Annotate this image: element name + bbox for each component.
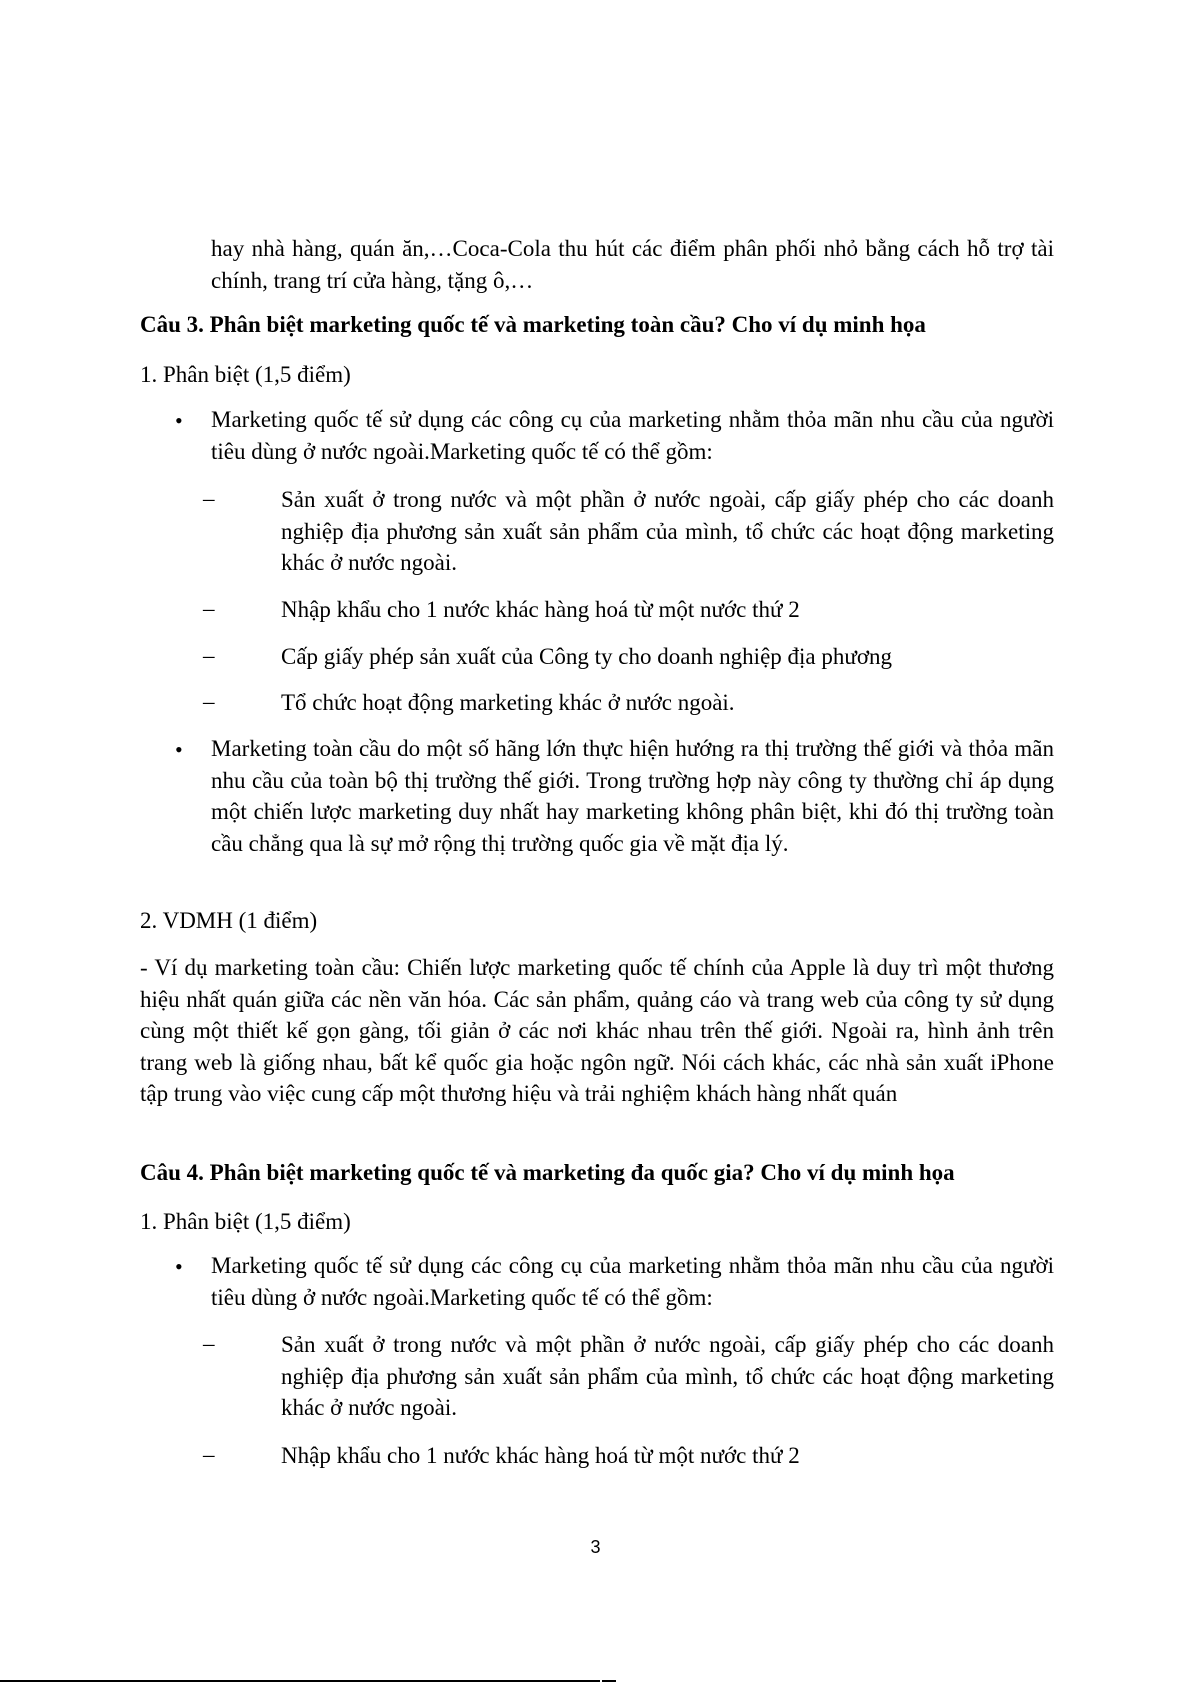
q3-bullet2-text: Marketing toàn cầu do một số hãng lớn thực hiện hướng ra thị trường thế giới và thỏa mãn nhu cầu của toàn bộ thị trường thế giới. Trong trường hợp này công ty thường chỉ áp dụng một chiến lược marketing duy nhất hay marketing không phân biệt, khi đó thị trường toàn cầu chẳng qua là sự mở rộng thị trường quốc gia về mặt địa lý. — [211, 736, 1054, 856]
q3-example-text: - Ví dụ marketing toàn cầu: Chiến lược marketing quốc tế chính của Apple là duy trì một thương hiệu nhất quán giữa các nền văn hóa. Các sản phẩm, quảng cáo và trang web của công ty sử dụng cùng một thiết kế gọn gàng, tối giản ở các nơi khác nhau trên thế giới. Ngoài ra, hình ảnh trên trang web là giống nhau, bất kể quốc gia hoặc ngôn ngữ. Nói cách khác, các nhà sản xuất iPhone tập trung vào việc cung cấp một thương hiệu và trải nghiệm khách hàng nhất quán — [140, 955, 1054, 1106]
q3-dash4-text: Tổ chức hoạt động marketing khác ở nước ngoài. — [281, 690, 735, 715]
q4-part1-title: 1. Phân biệt (1,5 điểm) — [140, 1209, 351, 1234]
bottom-divider-tick — [602, 1680, 616, 1682]
q3-part2-title: 2. VDMH (1 điểm) — [140, 908, 318, 933]
q3-part1-title: 1. Phân biệt (1,5 điểm) — [140, 362, 351, 387]
q4-dash2-mark: – — [203, 1442, 215, 1467]
q3-dash3-text: Cấp giấy phép sản xuất của Công ty cho doanh nghiệp địa phương — [281, 644, 893, 669]
q3-dash1-mark: – — [203, 486, 215, 511]
q4-bullet1-mark: • — [175, 1254, 183, 1279]
q4-bullet1-text: Marketing quốc tế sử dụng các công cụ của marketing nhằm thỏa mãn nhu cầu của người tiêu dùng ở nước ngoài.Marketing quốc tế có thể gồm: — [211, 1253, 1054, 1310]
q3-dash2-text: Nhập khẩu cho 1 nước khác hàng hoá từ một nước thứ 2 — [281, 597, 800, 622]
q3-bullet1-mark: • — [175, 408, 183, 433]
intro-paragraph: hay nhà hàng, quán ăn,…Coca-Cola thu hút các điểm phân phối nhỏ bằng cách hỗ trợ tài chính, trang trí cửa hàng, tặng ô,… — [211, 236, 1054, 293]
q4-heading: Câu 4. Phân biệt marketing quốc tế và marketing đa quốc gia? Cho ví dụ minh họa — [140, 1160, 955, 1185]
q3-dash4-mark: – — [203, 689, 215, 714]
q4-dash1-mark: – — [203, 1331, 215, 1356]
q3-dash2-mark: – — [203, 596, 215, 621]
bottom-divider — [0, 1680, 600, 1682]
q3-dash3-mark: – — [203, 643, 215, 668]
q4-dash2-text: Nhập khẩu cho 1 nước khác hàng hoá từ một nước thứ 2 — [281, 1443, 800, 1468]
q3-bullet2-mark: • — [175, 737, 183, 762]
q4-dash1-text: Sản xuất ở trong nước và một phần ở nước ngoài, cấp giấy phép cho các doanh nghiệp địa phương sản xuất sản phẩm của mình, tổ chức các hoạt động marketing khác ở nước ngoài. — [281, 1332, 1054, 1420]
q3-dash1-text: Sản xuất ở trong nước và một phần ở nước ngoài, cấp giấy phép cho các doanh nghiệp địa phương sản xuất sản phẩm của mình, tổ chức các hoạt động marketing khác ở nước ngoài. — [281, 487, 1054, 575]
q3-heading: Câu 3. Phân biệt marketing quốc tế và marketing toàn cầu? Cho ví dụ minh họa — [140, 312, 926, 337]
q3-bullet1-text: Marketing quốc tế sử dụng các công cụ của marketing nhằm thỏa mãn nhu cầu của người tiêu dùng ở nước ngoài.Marketing quốc tế có thể gồm: — [211, 407, 1054, 464]
page-number: 3 — [590, 1537, 601, 1557]
